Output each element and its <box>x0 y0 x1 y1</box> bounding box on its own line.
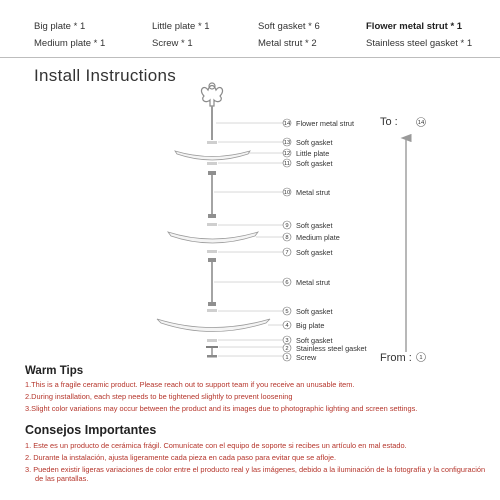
to-num: 14 <box>417 120 425 126</box>
part-metal-strut: Metal strut * 2 <box>258 38 317 49</box>
callout-1 <box>283 353 317 362</box>
callout-text: Flower metal strut <box>296 119 354 128</box>
callout-num: 5 <box>285 309 289 315</box>
stainless-steel-gasket-shape <box>206 346 218 348</box>
callout-num: 13 <box>283 140 291 146</box>
callout-text: Soft gasket <box>296 307 333 316</box>
to-text: To : <box>380 116 398 128</box>
callout-4 <box>283 321 324 330</box>
warm-tip-3: 3.Slight color variations may occur between the product and its images due to photographic lighting and screen settings. <box>25 404 418 413</box>
callout-num: 10 <box>283 190 291 196</box>
little-plate-shape <box>175 151 250 160</box>
warm-tips-title: Warm Tips <box>25 365 84 377</box>
consejos-title: Consejos Importantes <box>25 423 157 437</box>
soft-gasket-3 <box>207 339 217 342</box>
callout-7 <box>283 248 333 257</box>
callout-text: Soft gasket <box>296 336 333 345</box>
soft-gasket-11 <box>207 162 217 165</box>
flower-metal-strut-shape <box>201 83 222 140</box>
callout-num: 6 <box>285 280 289 286</box>
callout-text: Big plate <box>296 321 325 330</box>
consejo-1: 1. Este es un producto de cerámica frágil. Comunícate con el equipo de soporte si recibes un artículo en mal estado. <box>25 441 407 450</box>
big-plate-shape <box>157 319 270 332</box>
callout-num: 7 <box>285 250 289 256</box>
callout-5 <box>283 307 333 316</box>
callout-13 <box>283 138 333 147</box>
soft-gasket-7 <box>207 250 217 253</box>
callout-6 <box>283 278 330 287</box>
soft-gasket-13 <box>207 141 217 144</box>
part-little-plate: Little plate * 1 <box>152 21 210 32</box>
callout-text: Little plate <box>296 149 330 158</box>
callout-text: Soft gasket <box>296 159 333 168</box>
consejo-3: 3. Pueden existir ligeras variaciones de color entre el producto real y las imágenes, debido a la iluminación de la fotografía y la configuración de las pantallas. <box>25 465 486 483</box>
callout-2 <box>283 344 367 353</box>
from-label <box>380 352 426 364</box>
callout-text: Medium plate <box>296 233 340 242</box>
callout-11 <box>283 159 333 168</box>
part-big-plate: Big plate * 1 <box>34 21 86 32</box>
callout-num: 12 <box>283 151 291 157</box>
callout-14 <box>283 119 354 128</box>
from-text: From : <box>380 352 412 364</box>
callout-10 <box>283 188 330 197</box>
callout-9 <box>283 221 333 230</box>
to-label <box>380 116 426 128</box>
callout-num: 1 <box>285 355 289 361</box>
callout-num: 2 <box>285 346 289 352</box>
callout-num: 9 <box>285 223 289 229</box>
part-medium-plate: Medium plate * 1 <box>34 38 106 49</box>
callout-text: Metal strut <box>296 278 331 287</box>
part-screw: Screw * 1 <box>152 38 193 49</box>
part-flower-metal-strut: Flower metal strut * 1 <box>366 21 463 32</box>
callout-num: 3 <box>285 338 289 344</box>
install-title: Install Instructions <box>34 66 177 85</box>
medium-plate-shape <box>168 232 258 243</box>
callout-text: Metal strut <box>296 188 331 197</box>
metal-strut-upper <box>208 171 216 218</box>
callout-text: Soft gasket <box>296 248 333 257</box>
callout-text: Soft gasket <box>296 221 333 230</box>
soft-gasket-5 <box>207 309 217 312</box>
callout-12 <box>283 149 329 158</box>
from-num: 1 <box>419 355 423 361</box>
callout-num: 4 <box>285 323 289 329</box>
part-stainless-steel-gasket: Stainless steel gasket * 1 <box>366 38 473 49</box>
callout-num: 8 <box>285 235 289 241</box>
callout-text: Stainless steel gasket <box>296 344 367 353</box>
warm-tip-2: 2.During installation, each step needs to be tightened slightly to prevent loosening <box>25 392 293 401</box>
callout-text: Screw <box>296 353 317 362</box>
consejo-2: 2. Durante la instalación, ajusta ligeramente cada pieza en cada paso para evitar que se afloje. <box>25 453 337 462</box>
callout-num: 14 <box>283 121 291 127</box>
callout-8 <box>283 233 340 242</box>
warm-tip-1: 1.This is a fragile ceramic product. Please reach out to support team if you receive an unusable item. <box>25 380 355 389</box>
callout-num: 11 <box>283 161 291 167</box>
screw-shape <box>207 348 217 358</box>
part-soft-gasket: Soft gasket * 6 <box>258 21 320 32</box>
callout-text: Soft gasket <box>296 138 333 147</box>
soft-gasket-9 <box>207 223 217 226</box>
